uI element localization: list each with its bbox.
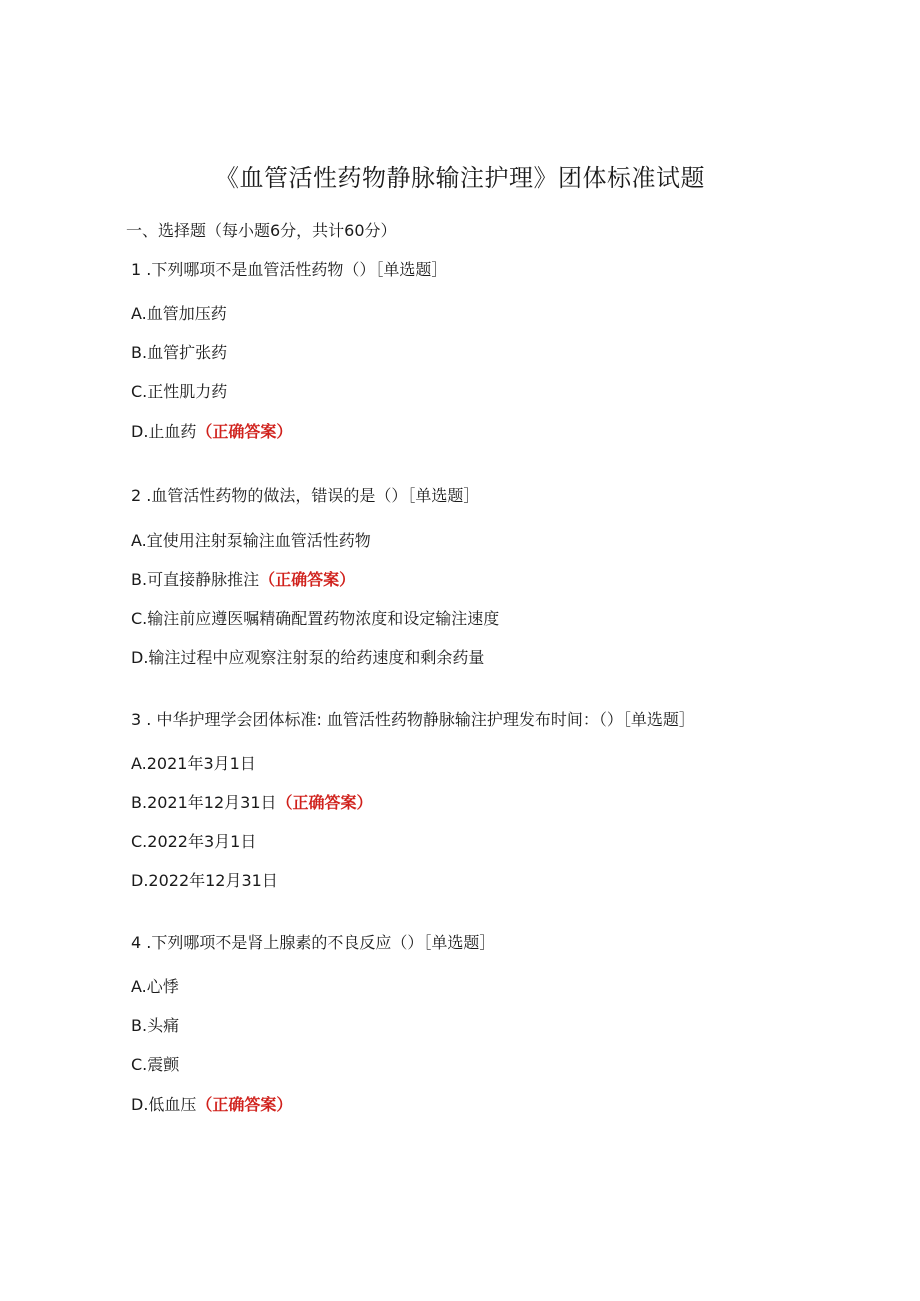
page-title: 《血管活性药物静脉输注护理》团体标准试题	[215, 164, 705, 192]
question-3-option-c: C.2022年3月1日	[131, 832, 257, 851]
question-4-option-d: D.低血压（正确答案）	[131, 1095, 293, 1114]
correct-answer-tag: （正确答案）	[259, 570, 356, 589]
correct-answer-tag: （正确答案）	[196, 1095, 293, 1114]
question-1-option-a: A.血管加压药	[131, 304, 227, 323]
question-2-option-b: B.可直接静脉推注（正确答案）	[131, 570, 356, 589]
correct-answer-tag: （正确答案）	[196, 422, 293, 441]
question-4-option-c: C.震颤	[131, 1055, 180, 1074]
question-1-option-c: C.正性肌力药	[131, 382, 228, 401]
question-3-option-d: D.2022年12月31日	[131, 871, 278, 890]
question-4-stem: 4 .下列哪项不是肾上腺素的不良反应（）［单选题］	[131, 933, 496, 952]
question-2-option-c: C.输注前应遵医嘱精确配置药物浓度和设定输注速度	[131, 609, 500, 628]
correct-answer-tag: （正确答案）	[276, 793, 373, 812]
question-2-option-d: D.输注过程中应观察注射泵的给药速度和剩余药量	[131, 648, 485, 667]
question-1-option-d: D.止血药（正确答案）	[131, 422, 293, 441]
question-3-option-a: A.2021年3月1日	[131, 754, 256, 773]
question-3-option-b: B.2021年12月31日（正确答案）	[131, 793, 373, 812]
question-1-stem: 1 .下列哪项不是血管活性药物（）［单选题］	[131, 260, 448, 279]
question-4-option-b: B.头痛	[131, 1016, 180, 1035]
question-2-option-a: A.宜使用注射泵输注血管活性药物	[131, 531, 371, 550]
question-2-stem: 2 .血管活性药物的做法，错误的是（）［单选题］	[131, 486, 480, 505]
question-1-option-b: B.血管扩张药	[131, 343, 228, 362]
question-4-option-a: A.心悸	[131, 977, 179, 996]
section-heading: 一、选择题（每小题6分，共计60分）	[126, 221, 397, 240]
question-3-stem: 3 . 中华护理学会团体标准: 血管活性药物静脉输注护理发布时间：（）［单选题］	[131, 710, 695, 729]
